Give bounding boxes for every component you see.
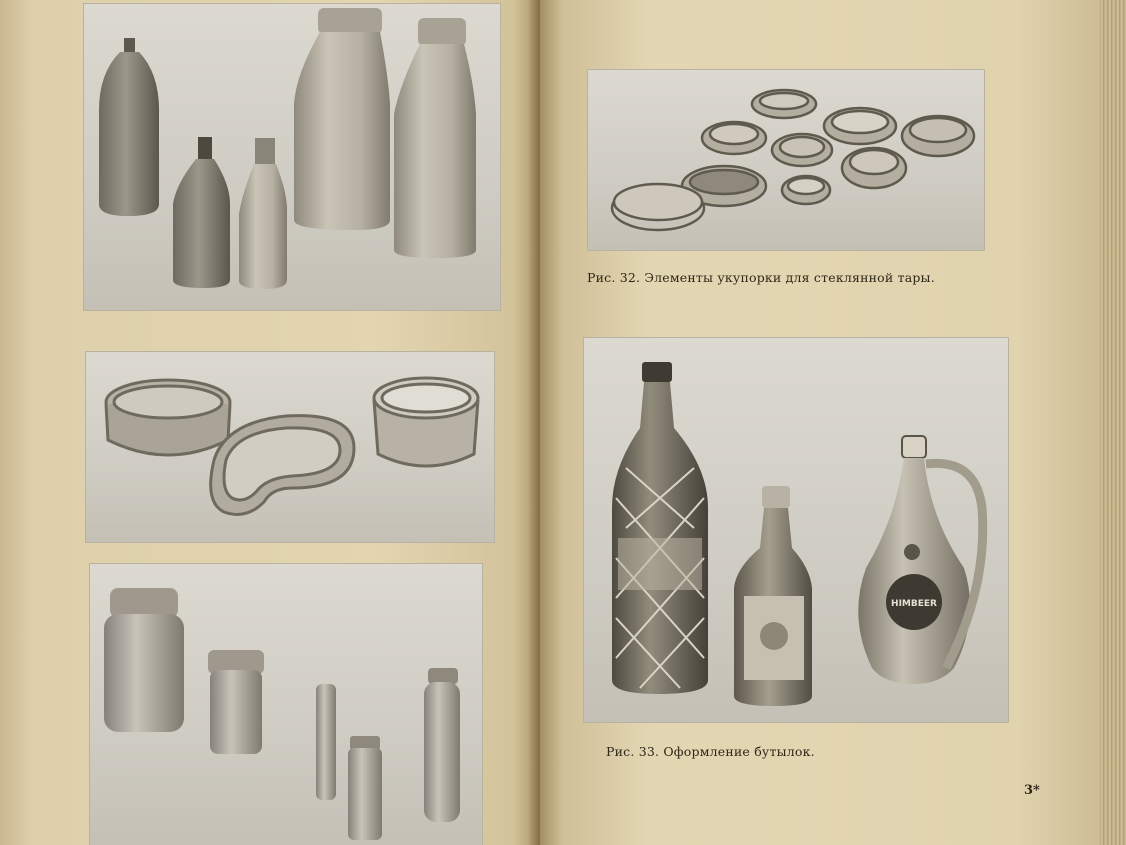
right-page [540, 0, 1100, 845]
small-vial-shape [348, 736, 382, 840]
closures-illustration [588, 70, 984, 250]
square-flask-shape [173, 137, 230, 288]
left-page [0, 0, 540, 845]
tall-vial-shape [424, 668, 460, 822]
lids-shape [612, 90, 974, 230]
small-bottle-shape [239, 138, 287, 289]
plate-decorated-bottles [584, 338, 1008, 722]
large-jar-shape [104, 588, 184, 732]
decorated-bottles-illustration [584, 338, 1008, 722]
figure-33-caption: Рис. 33. Оформление бутылок. [606, 744, 815, 759]
bottles-illustration [84, 4, 500, 310]
decanter-shape [858, 436, 982, 684]
plate-closures [588, 70, 984, 250]
plate-jars [90, 564, 482, 845]
milk-bottle-2-shape [394, 18, 476, 258]
page-edges [1100, 0, 1126, 845]
trays-illustration [86, 352, 494, 542]
plate-bottles [84, 4, 500, 310]
wine-bottle-shape [612, 362, 708, 694]
jars-illustration [90, 564, 482, 845]
milk-bottle-1-shape [294, 8, 390, 230]
test-tube-shape [316, 684, 336, 800]
tall-bottle-shape [99, 38, 159, 216]
oval-tray-shape [106, 380, 230, 455]
round-tray-shape [374, 378, 478, 466]
medium-jar-shape [208, 650, 264, 754]
page-number: 3* [1024, 783, 1040, 798]
figure-32-caption: Рис. 32. Элементы укупорки для стеклянной тары. [587, 270, 935, 285]
kidney-tray-shape [211, 416, 354, 515]
beer-bottle-shape [734, 486, 812, 706]
decanter-label-text: HIMBEER [891, 599, 937, 609]
plate-trays [86, 352, 494, 542]
